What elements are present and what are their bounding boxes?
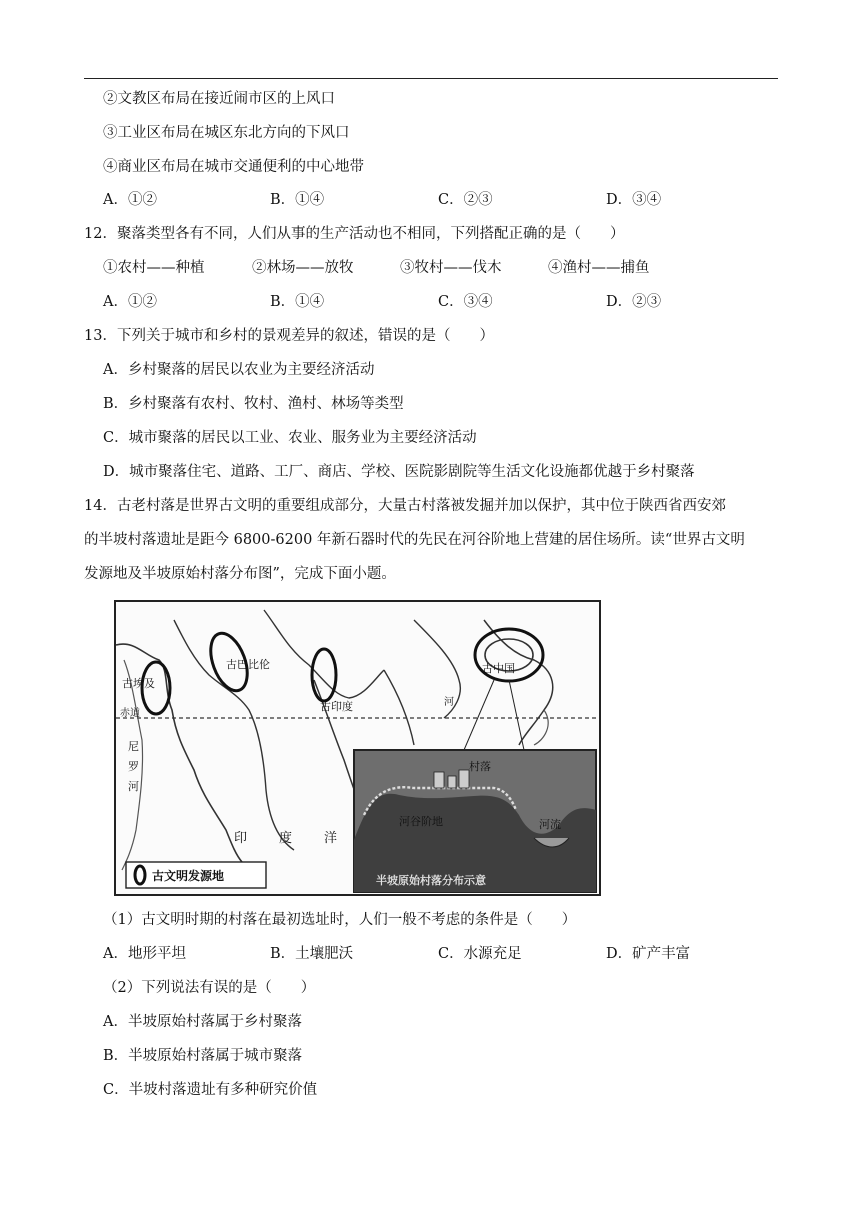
inset-caption: 半坡原始村落分布示意: [376, 875, 486, 887]
q14-sub1-option-c[interactable]: C．水源充足: [438, 946, 522, 962]
q14-sub1-option-b[interactable]: B．土壤肥沃: [270, 946, 354, 962]
q14-sub1-option-a[interactable]: A．地形平坦: [103, 946, 186, 962]
q14-sub1-option-d[interactable]: D．矿产丰富: [606, 946, 691, 962]
q13-option-a[interactable]: A．乡村聚落的居民以农业为主要经济活动: [103, 362, 375, 378]
q12-stem: 12．聚落类型各有不同，人们从事的生产活动也不相同，下列搭配正确的是（ ）: [84, 226, 625, 242]
q12-pair-1: ①农村——种植: [103, 260, 205, 276]
label-equator: 赤道: [120, 708, 140, 719]
label-river: 河: [444, 697, 454, 708]
q14-sub2-stem: （2）下列说法有误的是（ ）: [103, 980, 316, 996]
q14-stem-line-1: 14．古老村落是世界古文明的重要组成部分，大量古村落被发掘并加以保护，其中位于陕西省西安郊: [84, 498, 726, 514]
q14-sub2-option-b[interactable]: B．半坡原始村落属于城市聚落: [103, 1048, 303, 1064]
q12-pair-4: ④渔村——捕鱼: [548, 260, 650, 276]
prev-option-d[interactable]: D．③④: [606, 192, 662, 208]
q12-option-c[interactable]: C．③④: [438, 294, 493, 310]
label-nile-1: 尼: [128, 741, 139, 753]
q12-option-b[interactable]: B．①④: [270, 294, 325, 310]
prev-option-a[interactable]: A．①②: [103, 192, 157, 208]
label-nile-3: 河: [128, 781, 139, 793]
prev-item-4: ④商业区布局在城市交通便利的中心地带: [103, 159, 364, 175]
prev-item-2: ②文教区布局在接近闹市区的上风口: [103, 91, 335, 107]
q14-sub2-option-a[interactable]: A．半坡原始村落属于乡村聚落: [103, 1014, 302, 1030]
prev-item-3: ③工业区布局在城区东北方向的下风口: [103, 125, 350, 141]
label-india: 古印度: [320, 701, 353, 713]
label-ocean-3: 洋: [324, 830, 338, 845]
label-egypt: 古埃及: [122, 678, 155, 690]
q13-option-c[interactable]: C．城市聚落的居民以工业、农业、服务业为主要经济活动: [103, 430, 477, 446]
q14-sub2-option-c[interactable]: C．半坡村落遗址有多种研究价值: [103, 1082, 318, 1098]
header-rule: [84, 78, 778, 79]
q12-pair-2: ②林场——放牧: [252, 260, 354, 276]
q12-option-d[interactable]: D．②③: [606, 294, 662, 310]
label-nile-2: 罗: [128, 761, 139, 773]
legend-label: 古文明发源地: [152, 869, 225, 883]
inset-label-village: 村落: [469, 761, 491, 773]
q12-pair-3: ③牧村——伐木: [400, 260, 502, 276]
q14-stem-line-3: 发源地及半坡原始村落分布图”，完成下面小题。: [84, 566, 396, 582]
label-china: 古中国: [482, 663, 515, 675]
label-babylon: 古巴比伦: [226, 659, 270, 671]
label-ocean-1: 印: [234, 830, 248, 845]
q13-option-b[interactable]: B．乡村聚落有农村、牧村、渔村、林场等类型: [103, 396, 404, 412]
q13-stem: 13．下列关于城市和乡村的景观差异的叙述，错误的是（ ）: [84, 328, 494, 344]
label-ocean-2: 度: [279, 830, 293, 845]
prev-option-b[interactable]: B．①④: [270, 192, 325, 208]
civilization-map-figure: [114, 600, 601, 896]
q14-stem-line-2: 的半坡村落遗址是距今 6800-6200 年新石器时代的先民在河谷阶地上营建的居住场所。读“世界古文明: [84, 532, 745, 548]
q14-sub1-stem: （1）古文明时期的村落在最初选址时，人们一般不考虑的条件是（ ）: [103, 912, 577, 928]
prev-option-c[interactable]: C．②③: [438, 192, 493, 208]
q12-option-a[interactable]: A．①②: [103, 294, 157, 310]
inset-label-terrace: 河谷阶地: [399, 816, 443, 828]
inset-label-river: 河流: [539, 819, 561, 831]
q13-option-d[interactable]: D．城市聚落住宅、道路、工厂、商店、学校、医院影剧院等生活文化设施都优越于乡村聚落: [103, 464, 695, 480]
